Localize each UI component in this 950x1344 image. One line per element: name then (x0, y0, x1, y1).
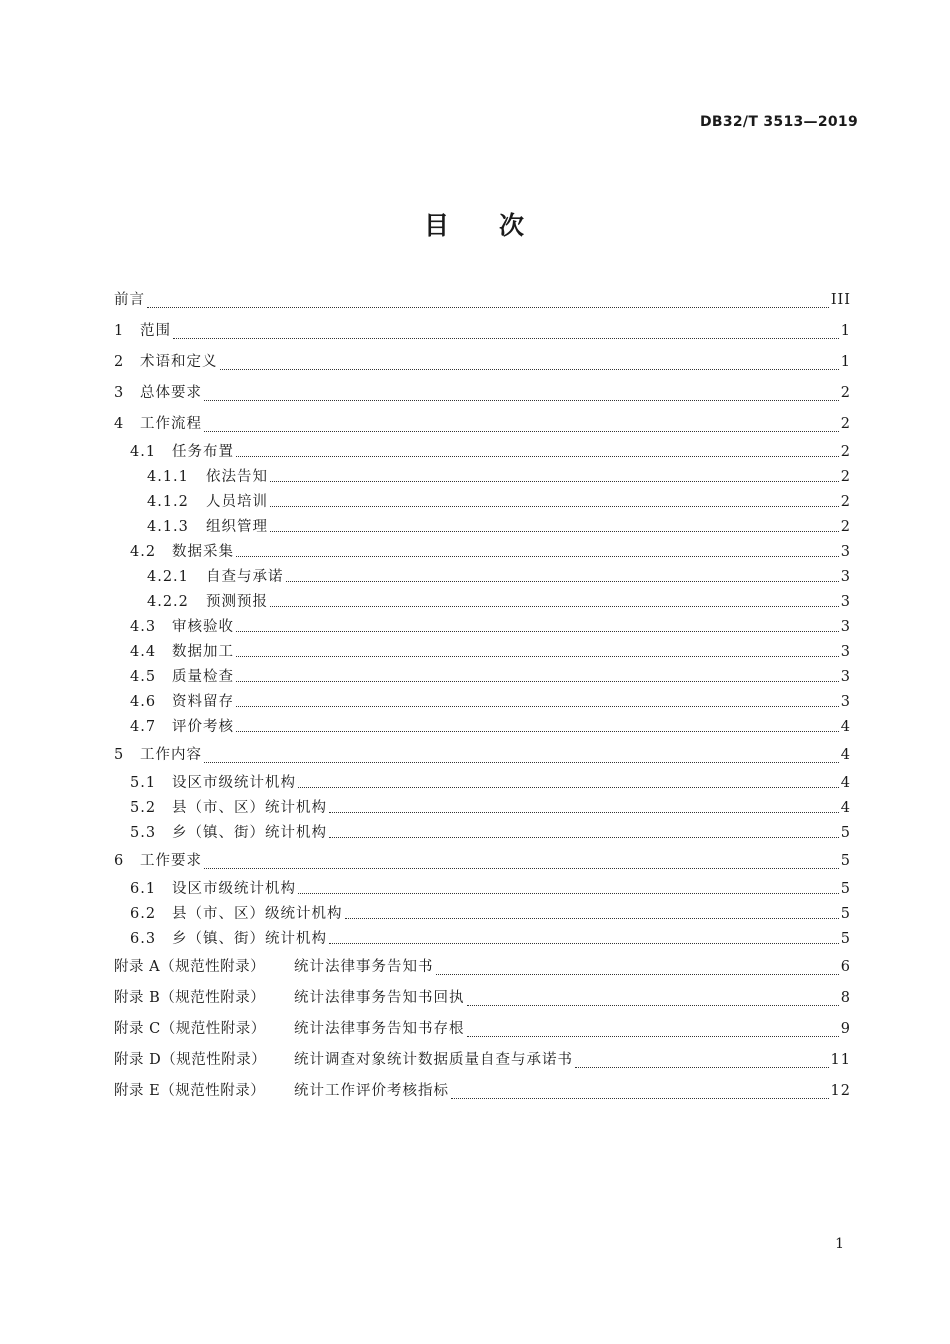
toc-dot-leader (345, 918, 839, 919)
toc-dot-leader (236, 456, 839, 457)
toc-entry-number: 4.2.1 (147, 569, 189, 585)
toc-title-char-1: 目 (423, 211, 451, 240)
standard-code: DB32/T 3513—2019 (699, 114, 858, 130)
toc-dot-leader (298, 893, 839, 894)
toc-entry-label: 设区市级统计机构 (172, 881, 296, 897)
toc-entry-number: 5.2 (130, 800, 157, 816)
toc-entry-number: 附录 D（规范性附录） (114, 1052, 267, 1068)
toc-entry-page: 5 (840, 825, 851, 841)
toc-entry-page: 1 (840, 354, 851, 370)
toc-entry-page: 12 (830, 1083, 851, 1099)
toc-entry-number: 4.1.3 (147, 519, 189, 535)
toc-entry-label: 资料留存 (172, 694, 234, 710)
toc-entry-page: 5 (840, 931, 851, 947)
toc-entry[interactable] (114, 515, 851, 540)
toc-entry-label: 术语和定义 (140, 354, 218, 370)
toc-dot-leader (236, 656, 839, 657)
toc-entry-page: 3 (840, 669, 851, 685)
toc-entry-label: 人员培训 (206, 494, 268, 510)
toc-dot-leader (220, 369, 839, 370)
toc-entry-number: 5 (114, 747, 125, 763)
toc-entry-page: 11 (830, 1052, 851, 1068)
toc-entry[interactable] (114, 565, 851, 590)
toc-entry-label: 前言 (114, 292, 145, 308)
toc-entry-label: 统计法律事务告知书回执 (294, 990, 465, 1006)
toc-entry[interactable] (114, 615, 851, 640)
toc-entry-number: 附录 E（规范性附录） (114, 1083, 266, 1099)
toc-dot-leader (467, 1005, 839, 1006)
toc-entry[interactable] (114, 490, 851, 515)
toc-entry-number: 6.3 (130, 931, 157, 947)
toc-dot-leader (575, 1067, 829, 1068)
toc-entry-label: 范围 (140, 323, 171, 339)
toc-entry[interactable] (114, 665, 851, 690)
toc-entry[interactable] (114, 316, 851, 347)
toc-entry-number: 6 (114, 853, 125, 869)
toc-dot-leader (298, 787, 839, 788)
toc-entry-label: 质量检查 (172, 669, 234, 685)
toc-entry-page: 1 (840, 323, 851, 339)
toc-entry[interactable] (114, 715, 851, 740)
toc-entry-label: 乡（镇、街）统计机构 (172, 931, 327, 947)
toc-entry-page: 5 (840, 853, 851, 869)
toc-dot-leader (329, 812, 839, 813)
toc-dot-leader (147, 307, 829, 308)
toc-dot-leader (173, 338, 839, 339)
table-of-contents (114, 285, 851, 1107)
toc-dot-leader (270, 506, 839, 507)
toc-entry[interactable] (114, 465, 851, 490)
toc-entry-page: 4 (840, 775, 851, 791)
toc-entry-label: 总体要求 (140, 385, 202, 401)
toc-entry-number: 4.4 (130, 644, 157, 660)
toc-entry-number: 4.1.2 (147, 494, 189, 510)
toc-dot-leader (270, 531, 839, 532)
toc-entry-number: 6.2 (130, 906, 157, 922)
toc-entry-number: 1 (114, 323, 125, 339)
toc-entry-number: 4.6 (130, 694, 157, 710)
toc-entry-number: 5.3 (130, 825, 157, 841)
toc-entry[interactable] (114, 285, 851, 316)
toc-entry[interactable] (114, 796, 851, 821)
toc-entry-label: 工作要求 (140, 853, 202, 869)
toc-dot-leader (286, 581, 839, 582)
toc-dot-leader (204, 400, 839, 401)
toc-entry-number: 附录 C（规范性附录） (114, 1021, 266, 1037)
toc-entry-number: 4.1.1 (147, 469, 189, 485)
toc-entry-page: 3 (840, 569, 851, 585)
toc-dot-leader (236, 706, 839, 707)
toc-entry-label: 工作内容 (140, 747, 202, 763)
toc-entry-number: 4.2 (130, 544, 157, 560)
toc-entry-page: 8 (840, 990, 851, 1006)
toc-entry[interactable] (114, 952, 851, 983)
toc-entry-page: III (830, 292, 851, 308)
toc-entry[interactable] (114, 409, 851, 440)
toc-entry-page: 4 (840, 800, 851, 816)
toc-entry-number: 5.1 (130, 775, 157, 791)
toc-entry-page: 2 (840, 494, 851, 510)
toc-entry[interactable] (114, 902, 851, 927)
toc-entry-number: 4.7 (130, 719, 157, 735)
toc-entry-label: 自查与承诺 (206, 569, 284, 585)
toc-entry-number: 2 (114, 354, 125, 370)
toc-entry-number: 3 (114, 385, 125, 401)
toc-entry-page: 2 (840, 519, 851, 535)
toc-entry-label: 乡（镇、街）统计机构 (172, 825, 327, 841)
toc-entry-page: 6 (840, 959, 851, 975)
toc-dot-leader (270, 606, 839, 607)
toc-entry-label: 设区市级统计机构 (172, 775, 296, 791)
toc-entry-number: 4.2.2 (147, 594, 189, 610)
toc-entry[interactable] (114, 1045, 851, 1076)
toc-title (0, 206, 950, 242)
toc-entry-label: 统计调查对象统计数据质量自查与承诺书 (294, 1052, 573, 1068)
toc-entry-label: 统计法律事务告知书 (294, 959, 434, 975)
toc-entry[interactable] (114, 540, 851, 565)
toc-entry-label: 任务布置 (172, 444, 234, 460)
toc-entry-label: 县（市、区）级统计机构 (172, 906, 343, 922)
toc-entry[interactable] (114, 347, 851, 378)
toc-entry[interactable] (114, 378, 851, 409)
toc-entry[interactable] (114, 1076, 851, 1107)
toc-entry-label: 数据加工 (172, 644, 234, 660)
toc-entry-label: 预测预报 (206, 594, 268, 610)
toc-entry-label: 评价考核 (172, 719, 234, 735)
toc-entry-number: 4 (114, 416, 125, 432)
toc-entry-page: 5 (840, 906, 851, 922)
toc-entry-page: 5 (840, 881, 851, 897)
toc-entry[interactable] (114, 590, 851, 615)
toc-dot-leader (204, 868, 839, 869)
toc-entry[interactable] (114, 877, 851, 902)
toc-entry[interactable] (114, 690, 851, 715)
toc-entry-number: 4.3 (130, 619, 157, 635)
toc-entry-page: 3 (840, 619, 851, 635)
toc-entry-page: 4 (840, 747, 851, 763)
toc-entry[interactable] (114, 640, 851, 665)
toc-entry[interactable] (114, 846, 851, 877)
toc-dot-leader (204, 431, 839, 432)
toc-entry-label: 数据采集 (172, 544, 234, 560)
toc-entry-number: 4.5 (130, 669, 157, 685)
toc-dot-leader (204, 762, 839, 763)
toc-entry-number: 附录 B（规范性附录） (114, 990, 266, 1006)
toc-entry-label: 工作流程 (140, 416, 202, 432)
toc-dot-leader (236, 556, 839, 557)
toc-dot-leader (236, 681, 839, 682)
toc-entry[interactable] (114, 927, 851, 952)
toc-entry-page: 2 (840, 444, 851, 460)
toc-entry[interactable] (114, 1014, 851, 1045)
toc-title-char-2: 次 (499, 211, 527, 240)
toc-dot-leader (436, 974, 839, 975)
toc-entry-page: 4 (840, 719, 851, 735)
toc-entry-page: 2 (840, 385, 851, 401)
toc-entry[interactable] (114, 740, 851, 771)
toc-entry[interactable] (114, 440, 851, 465)
toc-entry-label: 统计法律事务告知书存根 (294, 1021, 465, 1037)
toc-entry-label: 审核验收 (172, 619, 234, 635)
toc-dot-leader (467, 1036, 839, 1037)
toc-dot-leader (329, 837, 839, 838)
toc-entry-page: 3 (840, 644, 851, 660)
toc-entry[interactable] (114, 983, 851, 1014)
toc-dot-leader (329, 943, 839, 944)
page-number: 1 (835, 1236, 844, 1252)
toc-entry-page: 2 (840, 416, 851, 432)
toc-entry[interactable] (114, 821, 851, 846)
toc-entry-label: 组织管理 (206, 519, 268, 535)
toc-entry[interactable] (114, 771, 851, 796)
toc-entry-page: 9 (840, 1021, 851, 1037)
toc-entry-page: 3 (840, 544, 851, 560)
toc-entry-page: 2 (840, 469, 851, 485)
toc-dot-leader (236, 631, 839, 632)
toc-entry-number: 4.1 (130, 444, 157, 460)
toc-entry-page: 3 (840, 594, 851, 610)
toc-dot-leader (236, 731, 839, 732)
toc-dot-leader (270, 481, 839, 482)
toc-entry-number: 附录 A（规范性附录） (114, 959, 266, 975)
toc-dot-leader (451, 1098, 829, 1099)
toc-entry-label: 统计工作评价考核指标 (294, 1083, 449, 1099)
toc-entry-page: 3 (840, 694, 851, 710)
toc-entry-number: 6.1 (130, 881, 157, 897)
toc-entry-label: 县（市、区）统计机构 (172, 800, 327, 816)
toc-entry-label: 依法告知 (206, 469, 268, 485)
